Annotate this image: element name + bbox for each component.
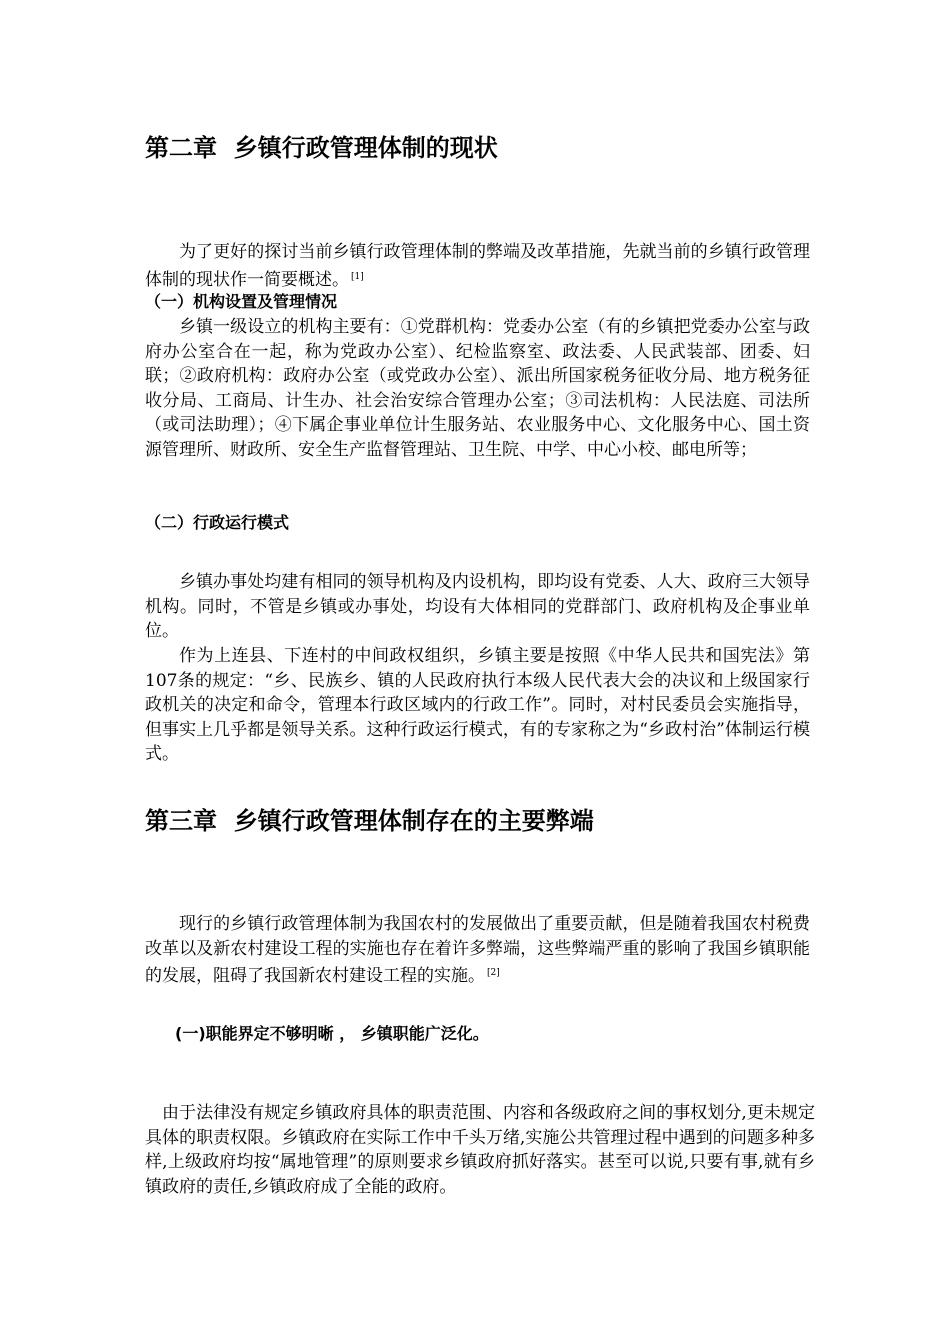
chapter-2-intro — [145, 240, 810, 292]
chapter-2-title: 第二章 乡镇行政管理体制的现状 — [145, 134, 498, 162]
section-body-admin-mode-1: 乡镇办事处均建有相同的领导机构及内设机构，即均设有党委、人大、政府三大领导机构。同时，不管是乡镇或办事处，均设有大体相同的党群部门、政府机构及企事业单位。 — [145, 572, 810, 641]
section-body-function-definition: 由于法律没有规定乡镇政府具体的职责范围、内容和各级政府之间的事权划分,更未规定具体的职责权限。乡镇政府在实际工作中千头万绪,实施公共管理过程中遇到的问题多种多样,上级政府均按“属地管理”的原则要求乡镇政府抓好落实。甚至可以说,只要有事,就有乡镇政府的责任,乡镇政府成了全能的政府。 — [145, 1103, 815, 1197]
section-heading-org-setup: （一）机构设置及管理情况 — [145, 292, 338, 311]
section-heading-function-definition: (一)职能界定不够明晰 ， 乡镇职能广泛化。 — [175, 1024, 489, 1043]
chapter-3-intro — [145, 912, 810, 989]
chapter-3-intro-text: 现行的乡镇行政管理体制为我国农村的发展做出了重要贡献，但是随着我国农村税费改革以及新农村建设工程的实施也存在着许多弊端，这些弊端严重的影响了我国乡镇职能的发展，阻碍了我国新农村建设工程的实施。 — [145, 914, 810, 986]
section-heading-admin-mode: （二）行政运行模式 — [145, 513, 290, 532]
footnote-ref-2: [2] — [487, 968, 500, 978]
chapter-3-title: 第三章 乡镇行政管理体制存在的主要弊端 — [145, 807, 594, 835]
chapter-2-intro-text: 为了更好的探讨当前乡镇行政管理体制的弊端及改革措施，先就当前的乡镇行政管理体制的现状作一简要概述。 — [145, 242, 810, 290]
section-body-org-setup: 乡镇一级设立的机构主要有：①党群机构：党委办公室（有的乡镇把党委办公室与政府办公室合在一起，称为党政办公室）、纪检监察室、政法委、人民武装部、团委、妇联；②政府机构：政府办公室（或党政办公室）、派出所国家税务征收分局、地方税务征收分局、工商局、计生办、社会治安综合管理办公室；③司法机构：人民法庭、司法所（或司法助理）；④下属企事业单位计生服务站、农业服务中心、文化服务中心、国土资源管理所、财政所、安全生产监督管理站、卫生院、中学、中心小校、邮电所等； — [145, 317, 810, 460]
section-body-admin-mode-2: 作为上连县、下连村的中间政权组织，乡镇主要是按照《中华人民共和国宪法》第107条的规定：“乡、民族乡、镇的人民政府执行本级人民代表大会的决议和上级国家行政机关的决定和命令，管理本行政区域内的行政工作”。同时，对村民委员会实施指导，但事实上几乎都是领导关系。这种行政运行模式，有的专家称之为“乡政村治”体制运行模式。 — [145, 646, 810, 764]
footnote-ref-1: [1] — [351, 271, 364, 282]
